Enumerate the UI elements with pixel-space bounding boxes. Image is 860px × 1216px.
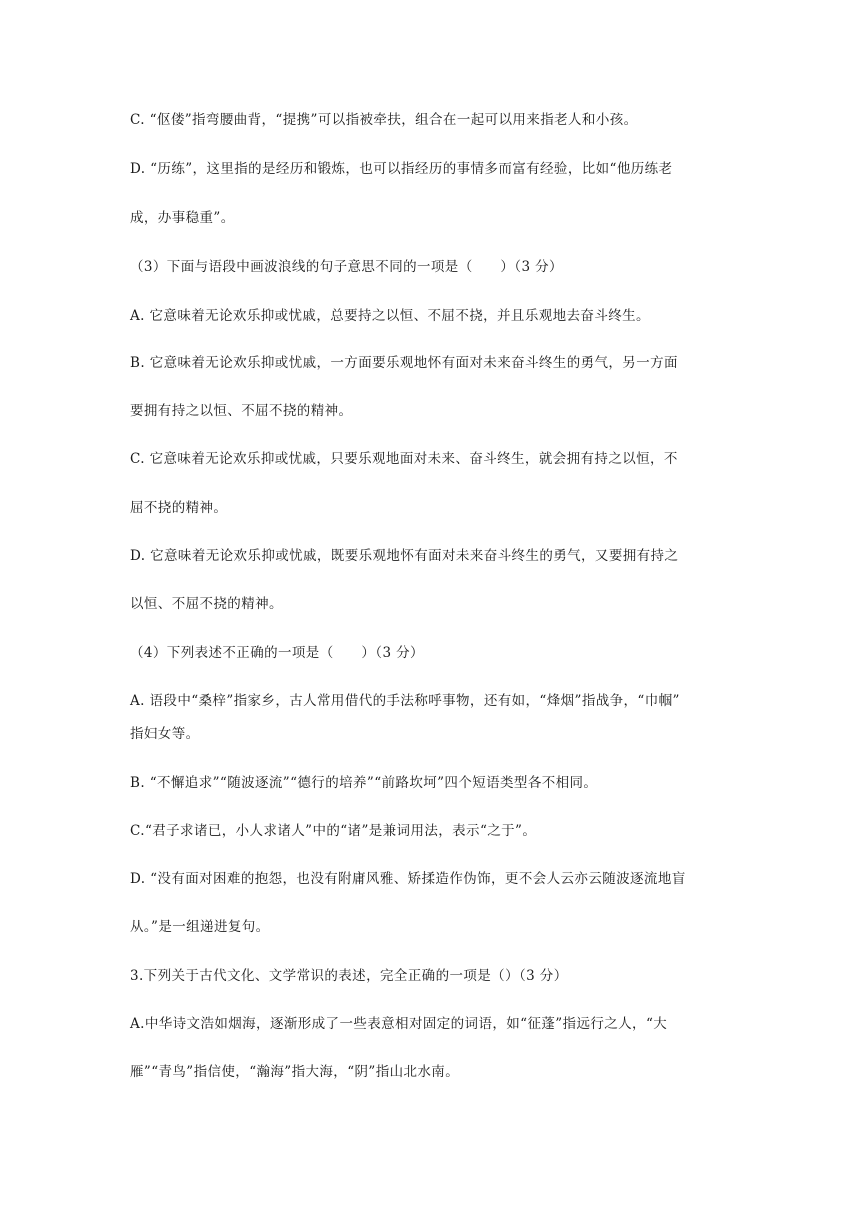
q3-option-c-line1: C. 它意味着无论欢乐抑或忧戚，只要乐观地面对未来、奋斗终生，就会拥有持之以恒，不 <box>130 451 678 467</box>
q3-option-a: A. 它意味着无论欢乐抑或忧戚，总要持之以恒、不屈不挠，并且乐观地去奋斗终生。 <box>130 308 650 324</box>
q4-option-d-line1: D. “没有面对困难的抱怨，也没有附庸风雅、矫揉造作伪饰，更不会人云亦云随波逐流地盲 <box>130 871 686 887</box>
question-3-culture-prompt: 3.下列关于古代文化、文学常识的表述，完全正确的一项是（）（3 分） <box>130 968 568 984</box>
q4-option-b: B. “不懈追求”“随波逐流”“德行的培养”“前路坎坷”四个短语类型各不相同。 <box>130 775 598 791</box>
q4-option-c: C.“君子求诸已，小人求诸人”中的“诸”是兼词用法，表示“之于”。 <box>130 823 537 839</box>
q4-option-a-line2: 指妇女等。 <box>130 726 200 742</box>
culture-option-a-line2: 雁”“青鸟”指信使，“瀚海”指大海，“阴”指山北水南。 <box>130 1064 460 1080</box>
option-d-lilian-line2: 成，办事稳重”。 <box>130 210 235 226</box>
q3-option-b-line1: B. 它意味着无论欢乐抑或忧戚，一方面要乐观地怀有面对未来奋斗终生的勇气，另一方面 <box>130 355 678 371</box>
option-d-lilian-line1: D. “历练”，这里指的是经历和锻炼，也可以指经历的事情多而富有经验，比如“他历练老 <box>130 161 673 177</box>
q3-option-c-line2: 屈不挠的精神。 <box>130 500 228 516</box>
q4-option-a-line1: A. 语段中“桑梓”指家乡，古人常用借代的手法称呼事物，还有如，“烽烟”指战争，“巾帼” <box>130 693 680 709</box>
option-c-yulou: C. “伛偻”指弯腰曲背，“提携”可以指被牵扶，组合在一起可以用来指老人和小孩。 <box>130 112 638 128</box>
q3-option-d-line1: D. 它意味着无论欢乐抑或忧戚，既要乐观地怀有面对未来奋斗终生的勇气，又要拥有持之 <box>130 548 679 564</box>
q3-option-d-line2: 以恒、不屈不挠的精神。 <box>130 596 283 612</box>
question-3-prompt: （3）下面与语段中画波浪线的句子意思不同的一项是（ ）（3 分） <box>130 259 563 275</box>
culture-option-a-line1: A.中华诗文浩如烟海，逐渐形成了一些表意相对固定的词语，如“征蓬”指远行之人，“大 <box>130 1016 668 1032</box>
q3-option-b-line2: 要拥有持之以恒、不屈不挠的精神。 <box>130 403 353 419</box>
question-4-prompt: （4）下列表述不正确的一项是（ ）（3 分） <box>130 645 424 661</box>
q4-option-d-line2: 从。”是一组递进复句。 <box>130 919 270 935</box>
